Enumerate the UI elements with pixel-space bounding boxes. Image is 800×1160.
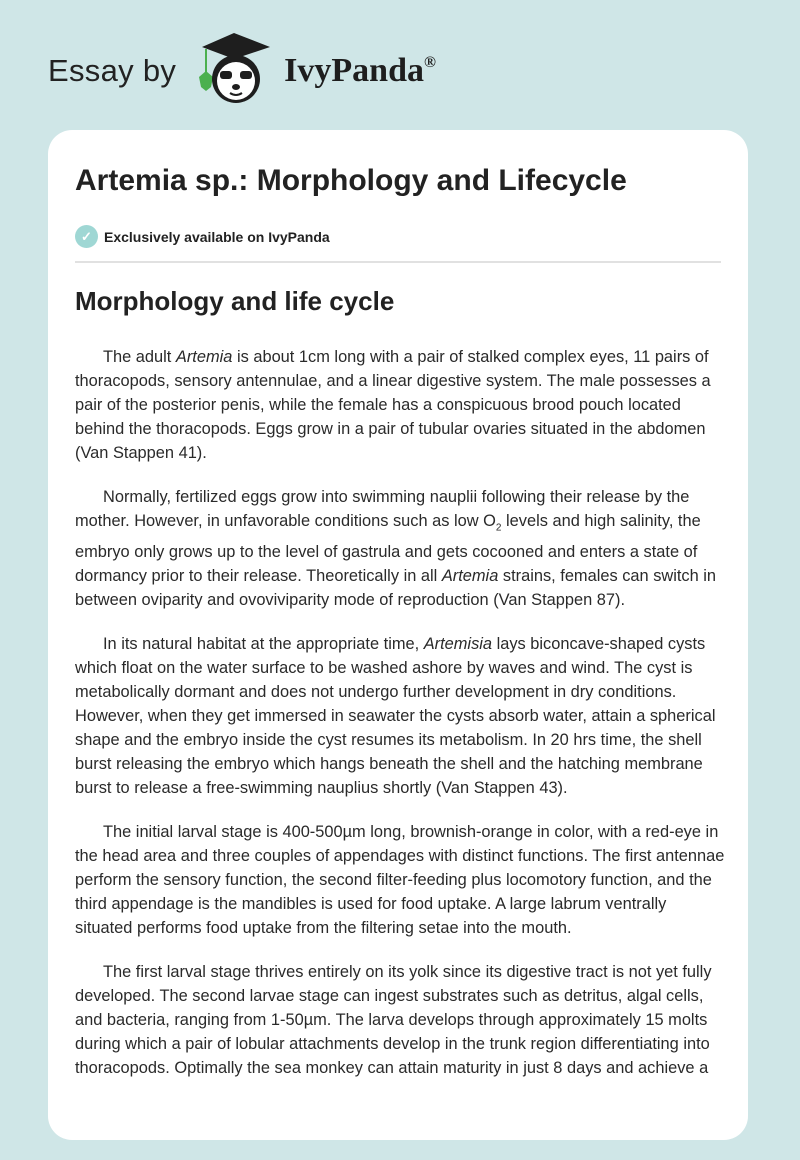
essay-by-label: Essay by — [48, 53, 177, 88]
exclusive-badge — [75, 225, 330, 248]
paragraph: The first larval stage thrives entirely on its yolk since its digestive tract is not yet fully developed. The second larvae stage can ingest substrates such as detritus, algal cells, and bacteria, ranging from 1-50µm. The larva develops through approximately 15 molts during which a pair of lobular attachments develop in the trunk region differentiating into thoracopods. Optimally the sea monkey can attain maturity in just 8 days and achieve a — [75, 963, 712, 1078]
paragraph: The adult Artemia is about 1cm long with a pair of stalked complex eyes, 11 pairs of thoracopods, sensory antennulae, and a linear digestive system. The male possesses a pair of the posterior penis, while the female has a conspicuous brood pouch located behind the thoracopods. Eggs grow in a pair of tubular ovaries situated in the abdomen (Van Stappen 41). — [75, 348, 711, 462]
divider — [75, 261, 721, 263]
ivypanda-brand[interactable]: IvyPanda® — [284, 52, 436, 89]
essay-body — [75, 345, 725, 1100]
badge-label: Exclusively available on IvyPanda — [104, 228, 330, 245]
paragraph: In its natural habitat at the appropriate time, Artemisia lays biconcave-shaped cysts which float on the water surface to be washed ashore by waves and wind. The cyst is metabolically dormant and does not undergo further development in dry conditions. However, when they get immersed in seawater the cysts absorb water, attain a spherical shape and the embryo inside the cyst resumes its metabolism. In 20 hrs time, the shell burst releasing the embryo which hangs beneath the shell and the hatching membrane burst to release a free-swimming nauplius shortly (Van Stappen 43). — [75, 635, 716, 798]
site-header — [48, 36, 436, 106]
essay-card — [48, 130, 748, 1140]
paragraph: Normally, fertilized eggs grow into swimming nauplii following their release by the mother. However, in unfavorable conditions such as low $O_2$ levels and high salinity, the embryo only grows up to the level of gastrula and gets cocooned and enters a state of dormancy prior to their release. Theoretically in all Artemia strains, females can switch in between oviparity and ovoviviparity mode of reproduction (Van Stappen 87). — [75, 488, 717, 610]
check-circle-icon: ✓ — [75, 225, 98, 248]
page-title: Artemia sp.: Morphology and Lifecycle — [75, 164, 627, 197]
section-heading: Morphology and life cycle — [75, 286, 395, 316]
ivypanda-logo-icon — [190, 31, 278, 111]
paragraph: The initial larval stage is 400-500µm long, brownish-orange in color, with a red-eye in the head area and three couples of appendages with distinct functions. The first antennae perform the sensory function, the second filter-feeding plus locomotory function, and the third appendage is the mandibles is used for food uptake. A large labrum ventrally situated performs food uptake from the filtering setae into the mouth. — [75, 823, 725, 938]
